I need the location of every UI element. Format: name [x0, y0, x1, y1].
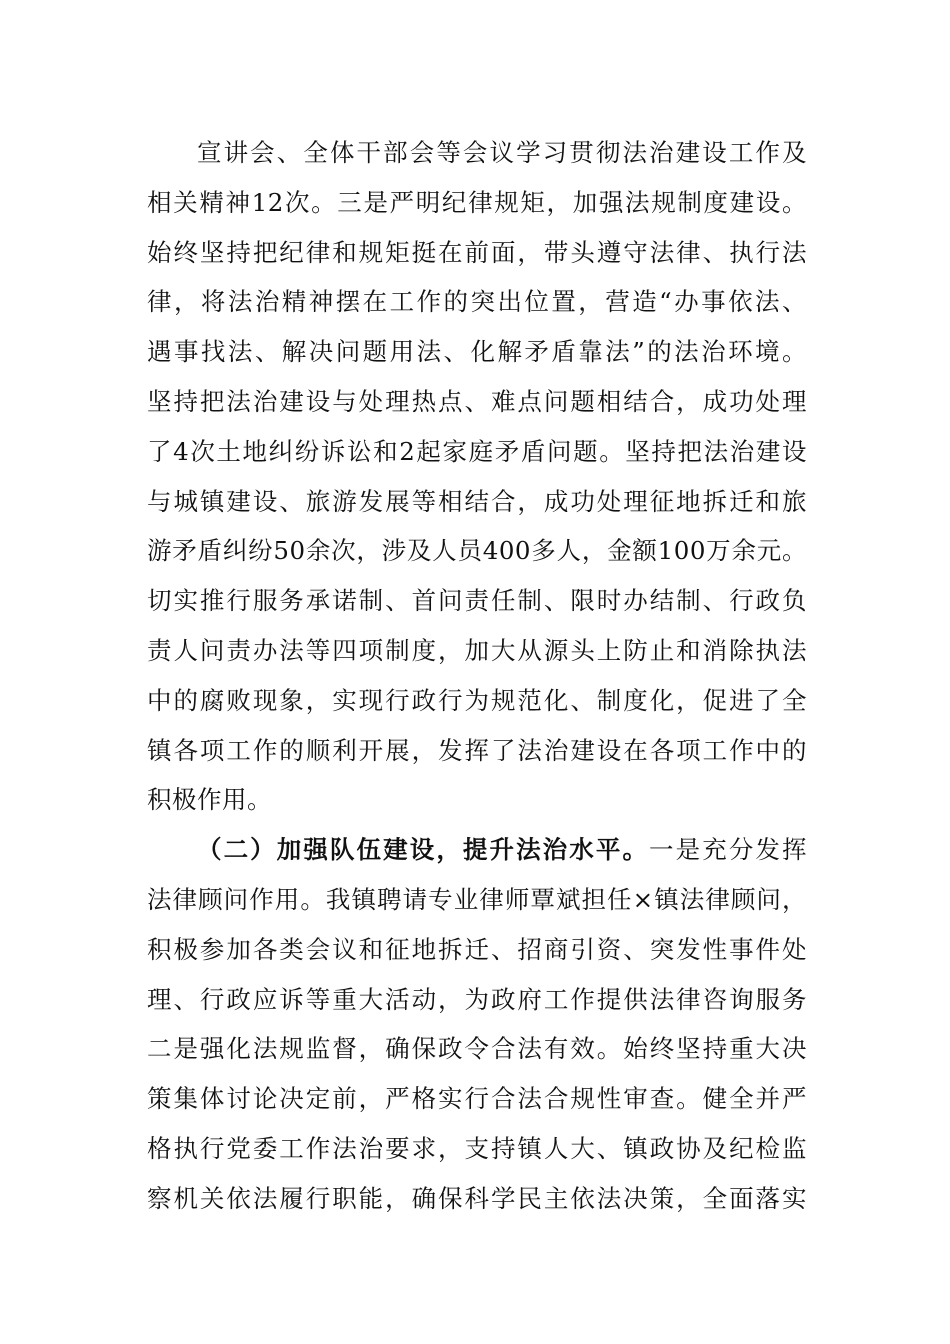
text-line: 宣讲会、全体干部会等会议学习贯彻法治建设工作及	[197, 138, 807, 167]
text-line: 与城镇建设、旅游发展等相结合，成功处理征地拆迁和旅	[147, 486, 807, 516]
section-heading-line	[147, 825, 807, 875]
text-line: 二是强化法规监督，确保政令合法有效。始终坚持重大决	[147, 1034, 807, 1064]
text-line: 始终坚持把纪律和规矩挺在前面，带头遵守法律、执行法	[147, 237, 807, 267]
text-line: 律，将法治精神摆在工作的突出位置，营造“办事依法、	[147, 287, 807, 317]
section-heading: （二）加强队伍建设，提升法治水平。	[197, 835, 650, 865]
document-body	[147, 128, 807, 1224]
text-line: 策集体讨论决定前，严格实行合法合规性审查。健全并严	[147, 1084, 807, 1114]
text-line: 中的腐败现象，实现行政行为规范化、制度化，促进了全	[147, 685, 807, 715]
section-first-line-text: 一是充分发挥	[649, 835, 808, 865]
text-line: 积极作用。	[147, 785, 272, 815]
text-line: 坚持把法治建设与处理热点、难点问题相结合，成功处理	[147, 386, 807, 416]
text-line: 相关精神12次。三是严明纪律规矩，加强法规制度建设。	[147, 187, 807, 217]
text-line: 察机关依法履行职能，确保科学民主依法决策，全面落实	[147, 1183, 807, 1213]
text-line: 责人问责办法等四项制度，加大从源头上防止和消除执法	[147, 635, 807, 665]
text-line: 切实推行服务承诺制、首问责任制、限时办结制、行政负	[147, 586, 807, 616]
text-line: 理、行政应诉等重大活动，为政府工作提供法律咨询服务	[147, 984, 807, 1014]
text-line: 镇各项工作的顺利开展，发挥了法治建设在各项工作中的	[147, 735, 807, 765]
text-line: 格执行党委工作法治要求，支持镇人大、镇政协及纪检监	[147, 1133, 807, 1163]
text-line: 法律顾问作用。我镇聘请专业律师覃斌担任×镇法律顾问，	[147, 884, 807, 914]
text-line: 遇事找法、解决问题用法、化解矛盾靠法”的法治环境。	[147, 337, 807, 367]
text-line: 了4次土地纠纷诉讼和2起家庭矛盾问题。坚持把法治建设	[147, 436, 807, 466]
text-line: 积极参加各类会议和征地拆迁、招商引资、突发性事件处	[147, 934, 807, 964]
text-line: 游矛盾纠纷50余次，涉及人员400多人，金额100万余元。	[147, 536, 807, 566]
